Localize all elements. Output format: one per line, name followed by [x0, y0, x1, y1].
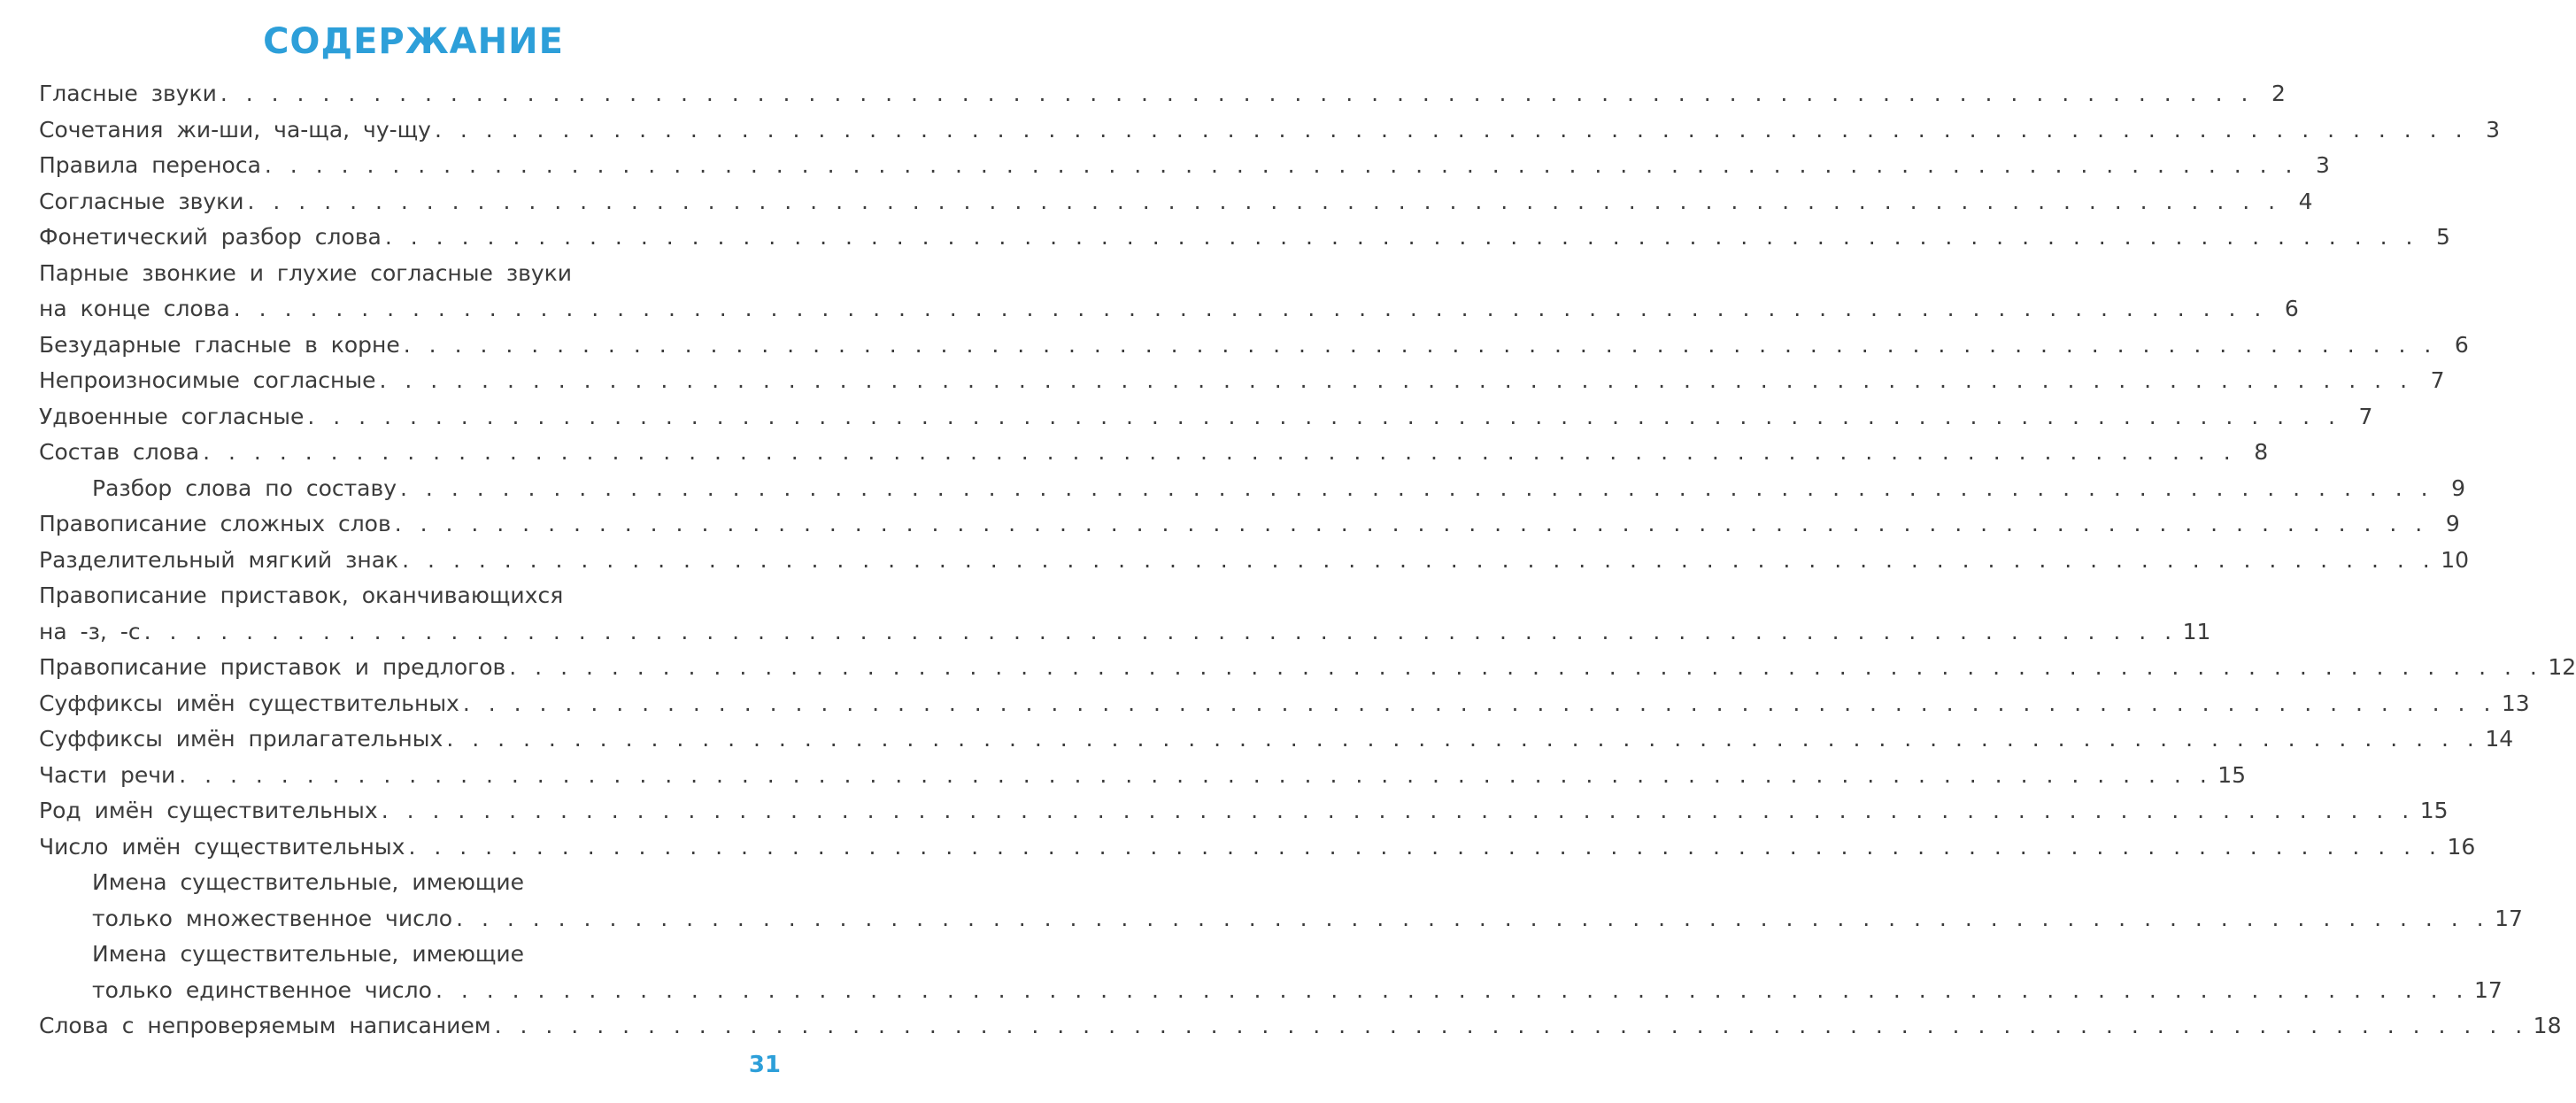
toc-dot-leader: . . . . . . . . . . . . . . . . . . . . . . . . . . . . . . . . . . . . . . . . . . . . . . . . . . . . . . . . . . . . . . . . . . . . . . . . . . . . . . . . [434, 116, 2469, 143]
toc-entry [39, 865, 2523, 937]
toc-entry-title: Части речи [39, 761, 176, 788]
toc-entry [39, 578, 2211, 650]
toc-dot-leader: . . . . . . . . . . . . . . . . . . . . . . . . . . . . . . . . . . . . . . . . . . . . . . . . . . . . . . . . . . . . . . . . . . . . . . . . . . . . . . . . [509, 654, 2543, 680]
toc-entry [39, 184, 2313, 220]
toc-entry-title: Число имён существительных [39, 833, 405, 860]
toc-entry-page: 16 [2447, 833, 2476, 860]
toc-entry [39, 543, 2470, 579]
toc-entry-title: Безударные гласные в корне [39, 331, 400, 358]
toc-dot-leader: . . . . . . . . . . . . . . . . . . . . . . . . . . . . . . . . . . . . . . . . . . . . . . . . . . . . . . . . . . . . . . . . . . . . . . . . . . . . . . . . [307, 403, 2341, 429]
toc-entry-title-first-line: Парные звонкие и глухие согласные звуки [39, 259, 573, 286]
toc-dot-leader: . . . . . . . . . . . . . . . . . . . . . . . . . . . . . . . . . . . . . . . . . . . . . . . . . . . . . . . . . . . . . . . . . . . . . . . . . . . . . . . . [402, 546, 2436, 573]
toc-entry-page: 17 [2495, 905, 2523, 931]
toc-dot-leader: . . . . . . . . . . . . . . . . . . . . . . . . . . . . . . . . . . . . . . . . . . . . . . . . . . . . . . . . . . . . . . . . . . . . . . . . . . . . . . . . [446, 726, 2480, 752]
toc-entry-title: Правописание приставок и предлогов [39, 654, 506, 680]
toc-dot-leader: . . . . . . . . . . . . . . . . . . . . . . . . . . . . . . . . . . . . . . . . . . . . . . . . . . . . . . . . . . . . . . . . . . . . . . . . . . . . . . . . [400, 474, 2434, 501]
toc-entry [39, 686, 2530, 722]
toc-entry [39, 793, 2449, 829]
toc-dot-leader: . . . . . . . . . . . . . . . . . . . . . . . . . . . . . . . . . . . . . . . . . . . . . . . . . . . . . . . . . . . . . . . . . . . . . . . . . . . . . . . . [203, 439, 2237, 465]
toc-entry-page: 2 [2271, 81, 2286, 106]
toc-entry [39, 758, 2247, 794]
toc-entry [39, 435, 2269, 471]
page-title: СОДЕРЖАНИЕ [263, 21, 564, 62]
toc-entry-page: 3 [2486, 116, 2501, 143]
toc-entry-page: 11 [2182, 618, 2211, 644]
toc-entry-title: только множественное число [92, 905, 453, 931]
toc-entry-title: Суффиксы имён существительных [39, 690, 459, 716]
toc-dot-leader: . . . . . . . . . . . . . . . . . . . . . . . . . . . . . . . . . . . . . . . . . . . . . . . . . . . . . . . . . . . . . . . . . . . . . . . . . . . . . . . . [462, 690, 2496, 716]
toc-entry-title: Непроизносимые согласные [39, 367, 376, 393]
toc-entry-title-first-line: Имена существительные, имеющие [92, 869, 525, 895]
toc-entry-title: Суффиксы имён прилагательных [39, 726, 443, 752]
toc-entry [39, 363, 2445, 399]
toc-entry [39, 112, 2501, 149]
toc-entry-page: 5 [2436, 224, 2450, 250]
toc-entry-page: 7 [2358, 403, 2373, 429]
toc-entry [39, 399, 2373, 436]
toc-entry-page: 17 [2474, 976, 2503, 1003]
toc-entry-page: 13 [2501, 690, 2530, 716]
toc-dot-leader: . . . . . . . . . . . . . . . . . . . . . . . . . . . . . . . . . . . . . . . . . . . . . . . . . . . . . . . . . . . . . . . . . . . . . . . . . . . . . . . . [264, 152, 2298, 178]
toc-entry [39, 471, 2466, 507]
toc-entry-title: Род имён существительных [39, 798, 378, 823]
toc-entry-title: Удвоенные согласные [39, 403, 305, 429]
toc-entry [39, 76, 2286, 112]
toc-entry [39, 256, 2299, 328]
toc-entry-page: 15 [2217, 761, 2247, 788]
toc-entry-page: 15 [2419, 798, 2449, 823]
toc-entry-title: Разделительный мягкий знак [39, 546, 399, 573]
toc-entry-page: 9 [2451, 474, 2466, 501]
toc-entry-page: 18 [2533, 1013, 2562, 1038]
toc-entry-title: Состав слова [39, 439, 200, 465]
toc-dot-leader: . . . . . . . . . . . . . . . . . . . . . . . . . . . . . . . . . . . . . . . . . . . . . . . . . . . . . . . . . . . . . . . . . . . . . . . . . . . . . . . . [494, 1013, 2528, 1038]
toc-dot-leader: . . . . . . . . . . . . . . . . . . . . . . . . . . . . . . . . . . . . . . . . . . . . . . . . . . . . . . . . . . . . . . . . . . . . . . . . . . . . . . . . [379, 367, 2413, 393]
toc-dot-leader: . . . . . . . . . . . . . . . . . . . . . . . . . . . . . . . . . . . . . . . . . . . . . . . . . . . . . . . . . . . . . . . . . . . . . . . . . . . . . . . . [143, 618, 2178, 644]
toc-entry-page: 8 [2254, 439, 2269, 465]
toc-entry-title: на -з, -с [39, 618, 141, 644]
toc-entry-title: Правописание сложных слов [39, 511, 391, 536]
toc-dot-leader: . . . . . . . . . . . . . . . . . . . . . . . . . . . . . . . . . . . . . . . . . . . . . . . . . . . . . . . . . . . . . . . . . . . . . . . . . . . . . . . . [403, 331, 2437, 358]
toc-entry [39, 1008, 2562, 1045]
page-number: 31 [748, 1052, 781, 1078]
toc-entry [39, 148, 2330, 184]
toc-entry-page: 6 [2454, 331, 2469, 358]
toc-dot-leader: . . . . . . . . . . . . . . . . . . . . . . . . . . . . . . . . . . . . . . . . . . . . . . . . . . . . . . . . . . . . . . . . . . . . . . . . . . . . . . . . [435, 976, 2469, 1003]
toc-entry [39, 328, 2469, 364]
table-of-contents [39, 76, 2576, 1045]
toc-entry [39, 220, 2450, 256]
toc-entry [39, 721, 2514, 758]
toc-dot-leader: . . . . . . . . . . . . . . . . . . . . . . . . . . . . . . . . . . . . . . . . . . . . . . . . . . . . . . . . . . . . . . . . . . . . . . . . . . . . . . . . [408, 833, 2442, 860]
toc-dot-leader: . . . . . . . . . . . . . . . . . . . . . . . . . . . . . . . . . . . . . . . . . . . . . . . . . . . . . . . . . . . . . . . . . . . . . . . . . . . . . . . . [179, 761, 2213, 788]
toc-dot-leader: . . . . . . . . . . . . . . . . . . . . . . . . . . . . . . . . . . . . . . . . . . . . . . . . . . . . . . . . . . . . . . . . . . . . . . . . . . . . . . . . [394, 511, 2428, 536]
toc-entry [39, 829, 2476, 866]
toc-entry-page: 14 [2485, 726, 2514, 752]
toc-entry-title-first-line: Правописание приставок, оканчивающихся [39, 582, 564, 608]
toc-entry-title: Слова с непроверяемым написанием [39, 1013, 491, 1038]
toc-dot-leader: . . . . . . . . . . . . . . . . . . . . . . . . . . . . . . . . . . . . . . . . . . . . . . . . . . . . . . . . . . . . . . . . . . . . . . . . . . . . . . . . [384, 224, 2418, 250]
toc-dot-leader: . . . . . . . . . . . . . . . . . . . . . . . . . . . . . . . . . . . . . . . . . . . . . . . . . . . . . . . . . . . . . . . . . . . . . . . . . . . . . . . . [233, 296, 2267, 321]
toc-entry-page: 6 [2284, 296, 2299, 321]
toc-dot-leader: . . . . . . . . . . . . . . . . . . . . . . . . . . . . . . . . . . . . . . . . . . . . . . . . . . . . . . . . . . . . . . . . . . . . . . . . . . . . . . . . [220, 81, 2254, 106]
toc-entry [39, 937, 2503, 1008]
toc-entry-title-first-line: Имена существительные, имеющие [92, 941, 525, 967]
toc-entry-title: на конце слова [39, 296, 230, 321]
toc-entry-title: только единственное число [92, 976, 432, 1003]
toc-dot-leader: . . . . . . . . . . . . . . . . . . . . . . . . . . . . . . . . . . . . . . . . . . . . . . . . . . . . . . . . . . . . . . . . . . . . . . . . . . . . . . . . [381, 798, 2415, 823]
toc-entry-page: 3 [2316, 152, 2330, 178]
toc-entry-title: Правила переноса [39, 152, 261, 178]
toc-dot-leader: . . . . . . . . . . . . . . . . . . . . . . . . . . . . . . . . . . . . . . . . . . . . . . . . . . . . . . . . . . . . . . . . . . . . . . . . . . . . . . . . [247, 188, 2281, 214]
toc-entry-title: Гласные звуки [39, 81, 217, 106]
toc-entry-title: Фонетический разбор слова [39, 224, 382, 250]
toc-dot-leader: . . . . . . . . . . . . . . . . . . . . . . . . . . . . . . . . . . . . . . . . . . . . . . . . . . . . . . . . . . . . . . . . . . . . . . . . . . . . . . . . [456, 905, 2490, 931]
toc-entry-title: Сочетания жи-ши, ча-ща, чу-щу [39, 116, 431, 143]
toc-entry [39, 650, 2576, 686]
toc-entry-page: 7 [2430, 367, 2445, 393]
toc-entry [39, 506, 2460, 543]
toc-entry-page: 12 [2548, 654, 2576, 680]
toc-entry-page: 10 [2441, 546, 2470, 573]
toc-entry-page: 9 [2445, 511, 2460, 536]
toc-entry-title: Согласные звуки [39, 188, 244, 214]
toc-entry-title: Разбор слова по составу [92, 474, 397, 501]
toc-entry-page: 4 [2298, 188, 2313, 214]
